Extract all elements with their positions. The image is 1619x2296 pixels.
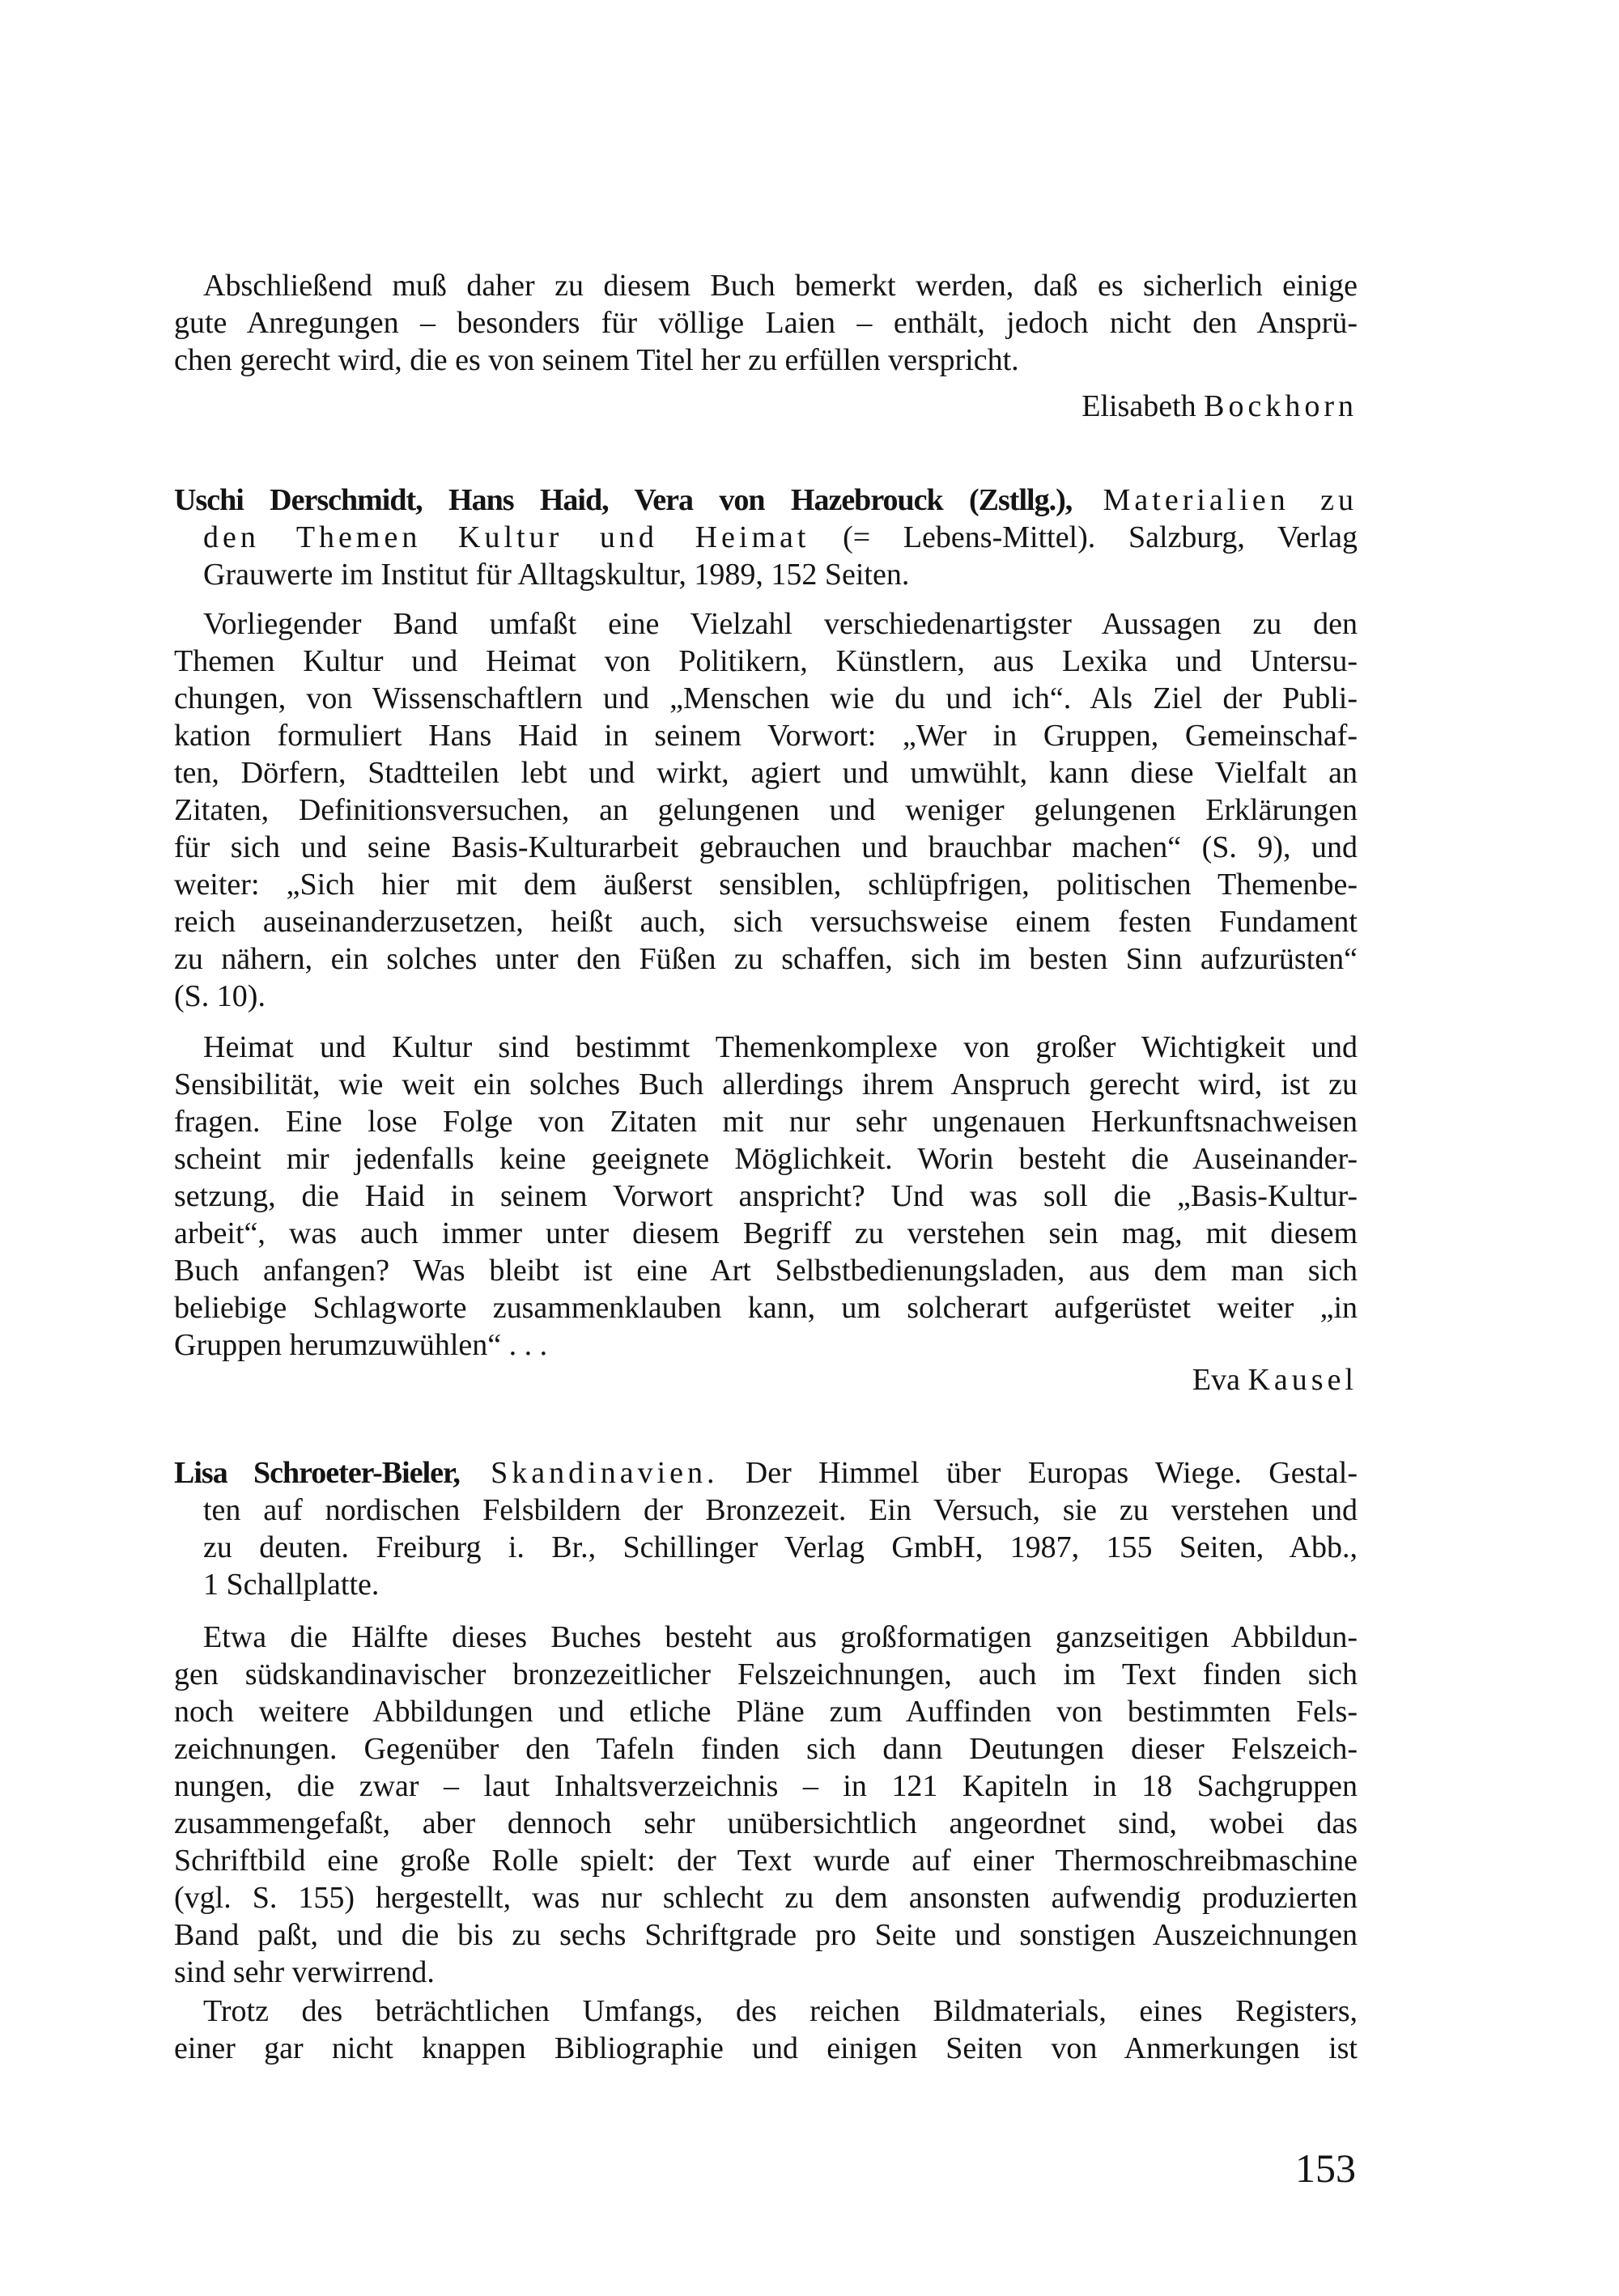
text-line: Heimat und Kultur sind bestimmt Themenkomplexe von großer Wichtigkeit und [203, 1030, 1358, 1064]
text-line: kation formuliert Hans Haid in seinem Vorwort: „Wer in Gruppen, Gemeinschaf- [174, 719, 1358, 753]
text-line: gute Anregungen – besonders für völlige Laien – enthält, jedoch nicht den Ansprü- [174, 306, 1358, 340]
text-line: Trotz des beträchtlichen Umfangs, des reichen Bildmaterials, eines Registers, [203, 1994, 1358, 2028]
text-line: zeichnungen. Gegenüber den Tafeln finden sich dann Deutungen dieser Felszeich- [174, 1732, 1358, 1766]
text-line: sind sehr verwirrend. [174, 1955, 435, 1989]
page-number: 153 [1295, 2145, 1356, 2191]
text-line [174, 388, 1358, 425]
text-line: chen gerecht wird, die es von seinem Titel her zu erfüllen verspricht. [174, 343, 1019, 377]
text-line: noch weitere Abbildungen und etliche Pläne zum Auffinden von bestimmten Fels- [174, 1695, 1358, 1729]
text-segment: Eva [1192, 1363, 1248, 1397]
reviewer-kausel [174, 1361, 1358, 1398]
review-paragraph-schroeter-1 [174, 1619, 1358, 1991]
text-line: Buch anfangen? Was bleibt ist eine Art Selbstbedienungsladen, aus dem man sich [174, 1254, 1358, 1288]
text-line: Themen Kultur und Heimat von Politikern, Künstlern, aus Lexika und Untersu- [174, 644, 1358, 678]
text-line: 1 Schallplatte. [203, 1568, 380, 1602]
bib-entry-derschmidt [174, 482, 1358, 593]
review-paragraph-derschmidt-2 [174, 1029, 1358, 1364]
title-text: Kausel [1247, 1363, 1358, 1397]
title-text: den Themen Kultur und Heimat [203, 520, 810, 554]
text-line: setzung, die Haid in seinem Vorwort anspricht? Und was soll die „Basis-Kultur- [174, 1179, 1358, 1213]
text-line [174, 519, 1358, 556]
text-line: zu deuten. Freiburg i. Br., Schillinger Verlag GmbH, 1987, 155 Seiten, Abb., [203, 1530, 1358, 1564]
title-text: Materialien zu [1072, 483, 1358, 517]
text-line: Grauwerte im Institut für Alltagskultur, 1989, 152 Seiten. [203, 558, 910, 592]
text-line [174, 482, 1358, 519]
text-line [174, 1361, 1358, 1398]
reviewer-bockhorn [174, 388, 1358, 425]
text-line: gen südskandinavischer bronzezeitlicher Felszeichnungen, auch im Text finden sich [174, 1657, 1358, 1691]
text-line: Abschließend muß daher zu diesem Buch bemerkt werden, daß es sicherlich einige [203, 269, 1358, 303]
text-line: ten auf nordischen Felsbildern der Bronzezeit. Ein Versuch, sie zu verstehen und [203, 1493, 1358, 1527]
text-line: Vorliegender Band umfaßt eine Vielzahl verschiedenartigster Aussagen zu den [203, 607, 1358, 641]
text-segment: Elisabeth [1081, 389, 1205, 423]
author-names: Lisa Schroeter-Bieler, [174, 1456, 460, 1490]
text-line: chungen, von Wissenschaftlern und „Menschen wie du und ich“. Als Ziel der Publi- [174, 681, 1358, 715]
text-line: scheint mir jedenfalls keine geeignete Möglichkeit. Worin besteht die Auseinander- [174, 1142, 1358, 1176]
text-line: Zitaten, Definitionsversuchen, an gelungenen und weniger gelungenen Erklärungen [174, 793, 1358, 827]
text-line: reich auseinanderzusetzen, heißt auch, sich versuchsweise einem festen Fundament [174, 905, 1358, 939]
text-line: für sich und seine Basis-Kulturarbeit gebrauchen und brauchbar machen“ (S. 9), und [174, 830, 1358, 864]
review-paragraph-schroeter-2 [174, 1993, 1358, 2067]
text-line: weiter: „Sich hier mit dem äußerst sensiblen, schlüpfrigen, politischen Themenbe- [174, 868, 1358, 902]
closing-paragraph-1 [174, 267, 1358, 379]
text-line: arbeit“, was auch immer unter diesem Begriff zu verstehen sein mag, mit diesem [174, 1216, 1358, 1250]
text-line: Sensibilität, wie weit ein solches Buch allerdings ihrem Anspruch gerecht wird, ist zu [174, 1067, 1358, 1101]
text-line: Band paßt, und die bis zu sechs Schriftgrade pro Seite und sonstigen Auszeichnungen [174, 1918, 1358, 1952]
text-line: fragen. Eine lose Folge von Zitaten mit nur sehr ungenauen Herkunftsnachweisen [174, 1105, 1358, 1139]
text-line: ten, Dörfern, Stadtteilen lebt und wirkt, agiert und umwühlt, kann diese Vielfalt an [174, 756, 1358, 790]
text-line: Schriftbild eine große Rolle spielt: der Text wurde auf einer Thermoschreibmaschine [174, 1844, 1358, 1878]
text-line: einer gar nicht knappen Bibliographie und einigen Seiten von Anmerkungen ist [174, 2031, 1358, 2065]
text-line: zusammengefaßt, aber dennoch sehr unübersichtlich angeordnet sind, wobei das [174, 1806, 1358, 1840]
text-segment: Der Himmel über Europas Wiege. Gestal- [718, 1456, 1358, 1490]
bib-entry-schroeter-bieler [174, 1454, 1358, 1603]
text-line: Gruppen herumzuwühlen“ . . . [174, 1328, 548, 1362]
text-line: Etwa die Hälfte dieses Buches besteht aus großformatigen ganzseitigen Abbildun- [203, 1620, 1358, 1654]
text-line [174, 1454, 1358, 1492]
title-text: Bockhorn [1204, 389, 1358, 423]
title-text: Skandinavien. [459, 1456, 719, 1490]
author-names: Uschi Derschmidt, Hans Haid, Vera von Hazebrouck (Zstllg.), [174, 483, 1073, 517]
text-line: zu nähern, ein solches unter den Füßen zu schaffen, sich im besten Sinn aufzurüsten“ [174, 942, 1358, 976]
text-line: beliebige Schlagworte zusammenklauben kann, um solcherart aufgerüstet weiter „in [174, 1291, 1358, 1325]
text-segment: (= Lebens-Mittel). Salzburg, Verlag [810, 520, 1358, 554]
text-line: (vgl. S. 155) hergestellt, was nur schlecht zu dem ansonsten aufwendig produzierten [174, 1881, 1358, 1915]
text-line: nungen, die zwar – laut Inhaltsverzeichnis – in 121 Kapiteln in 18 Sachgruppen [174, 1769, 1358, 1803]
text-line: (S. 10). [174, 979, 266, 1013]
review-paragraph-derschmidt-1 [174, 605, 1358, 1015]
